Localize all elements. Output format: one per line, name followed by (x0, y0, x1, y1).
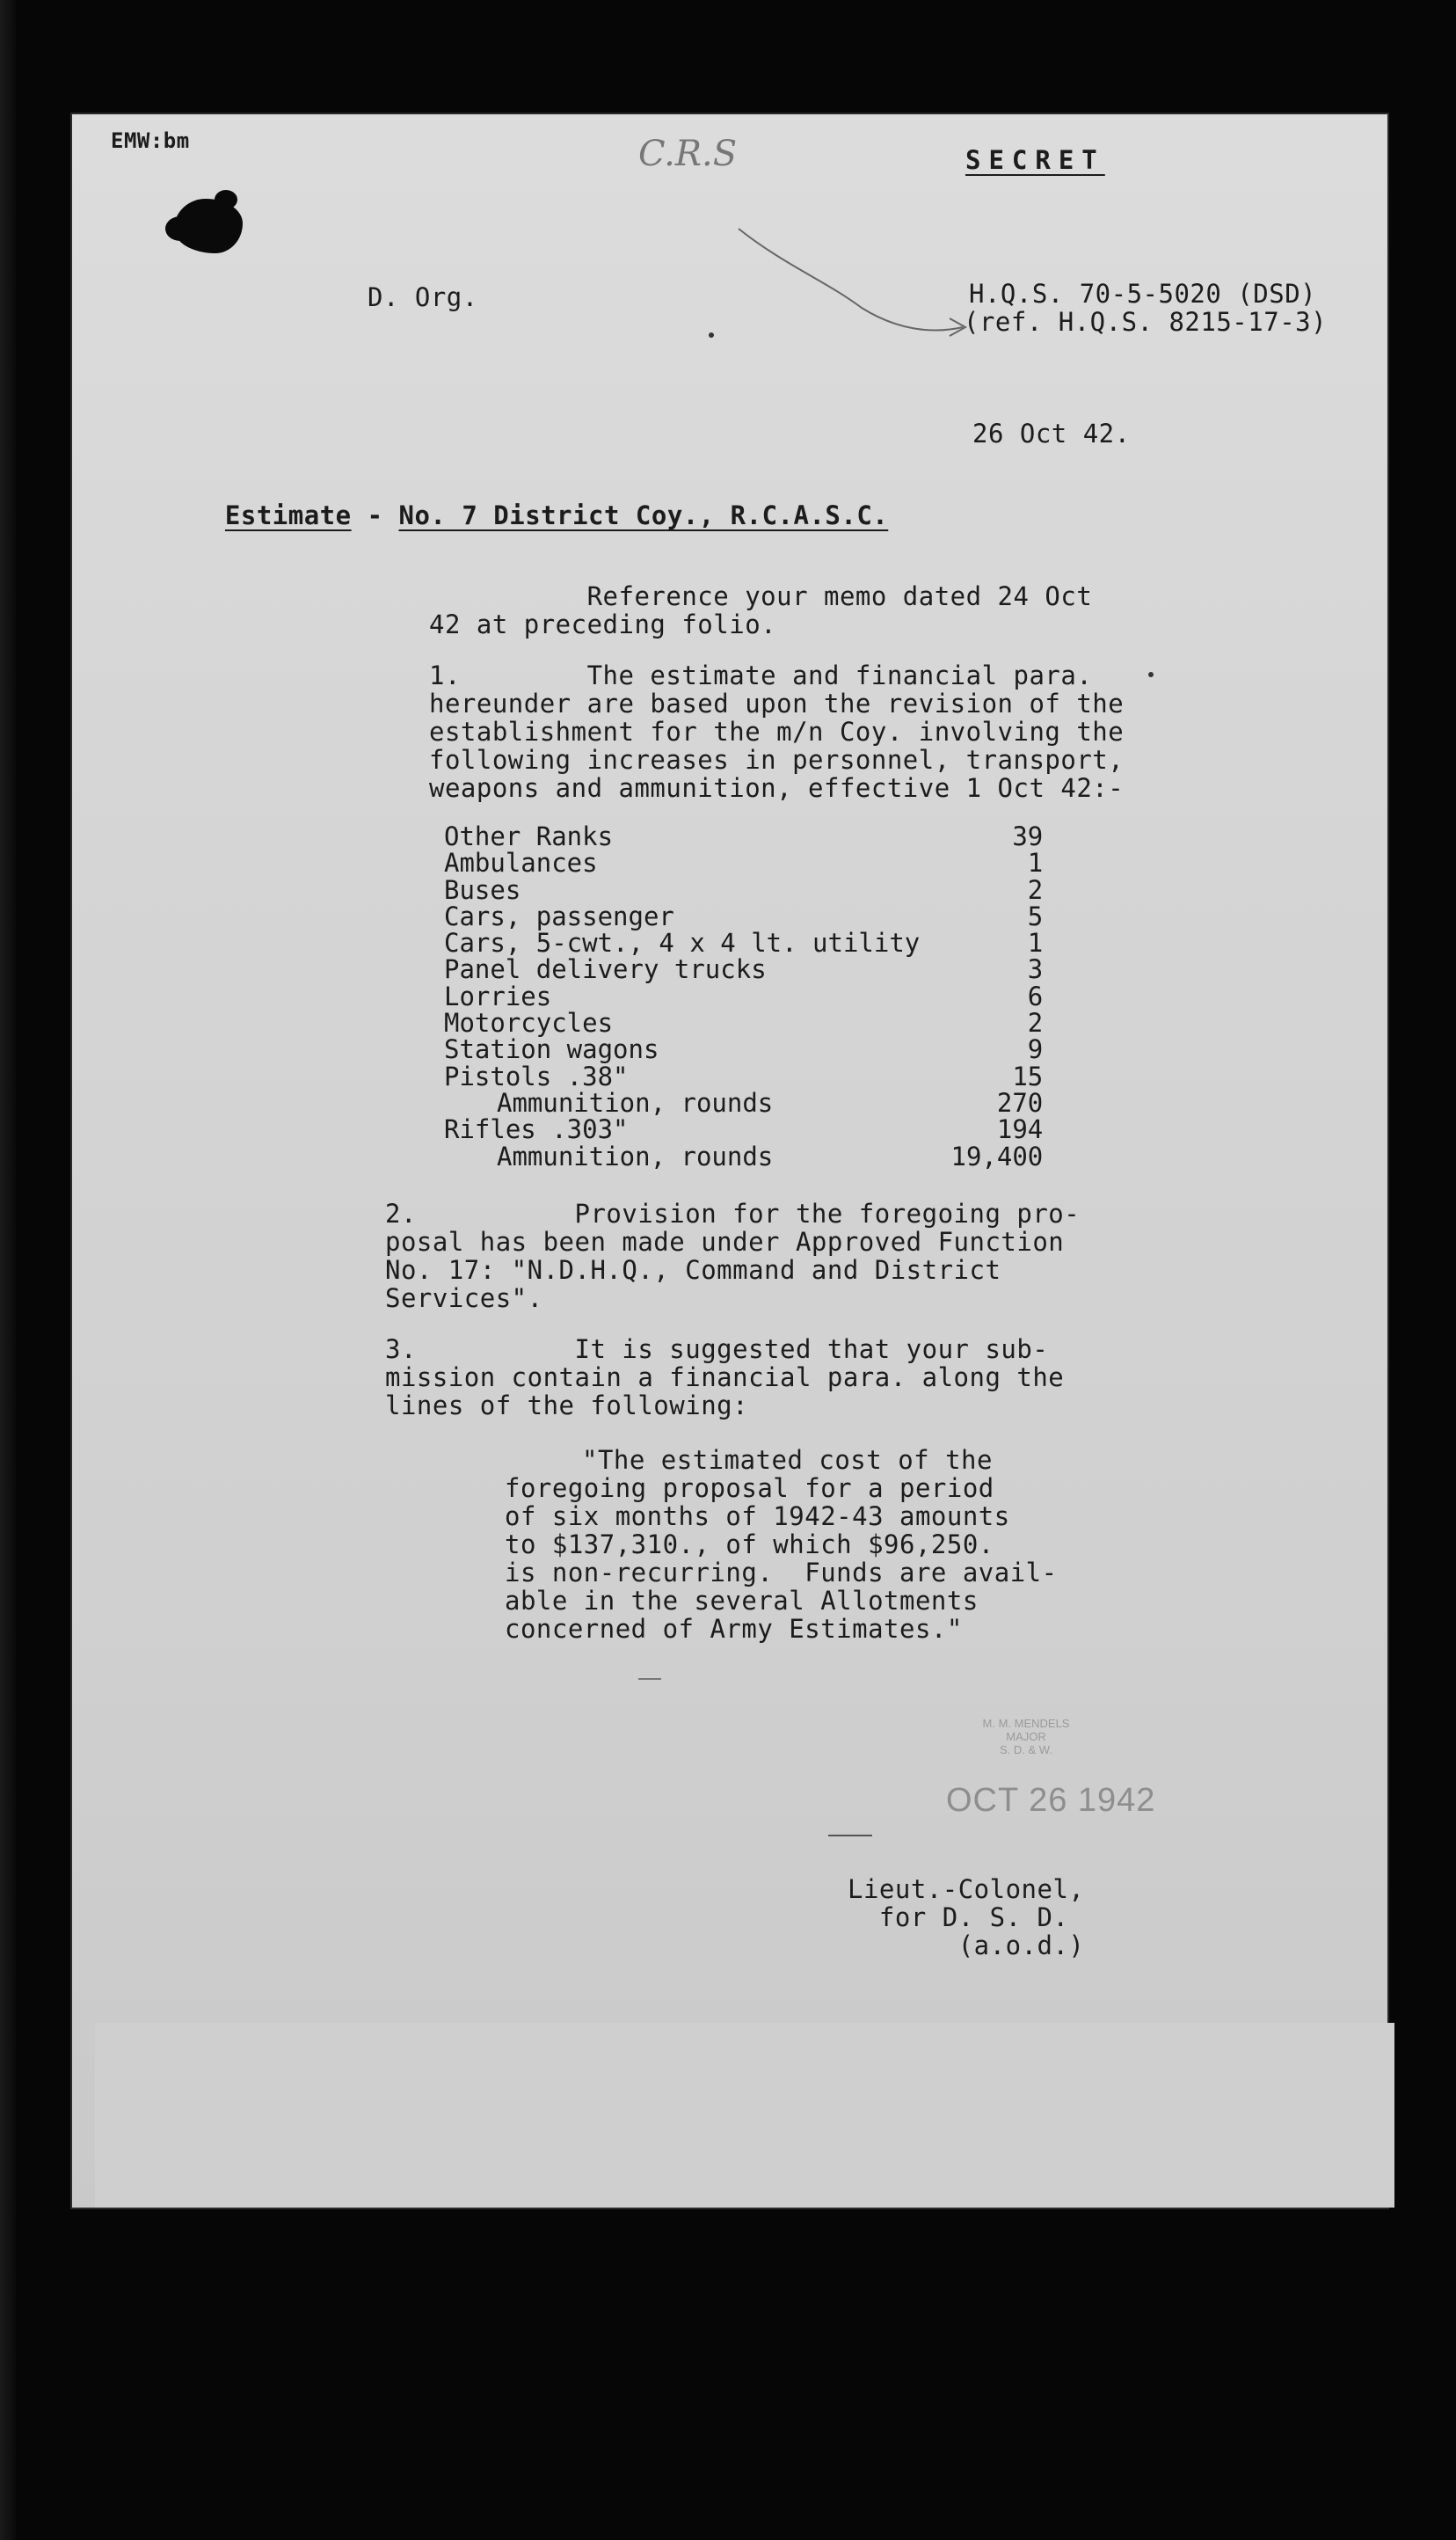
item-quantity: 39 (1012, 821, 1044, 851)
subject-dash: - (367, 500, 383, 530)
item-quantity: 19,400 (950, 1141, 1044, 1171)
item-quantity: 270 (996, 1087, 1044, 1118)
item-label: Buses (444, 874, 521, 905)
film-edge (0, 0, 16, 2540)
table-row (444, 1036, 1043, 1062)
item-quantity: 9 (1027, 1034, 1044, 1065)
increases-table (444, 823, 1043, 1170)
officer-stamp (951, 1717, 1101, 1756)
table-row (444, 1143, 1043, 1170)
item-label: Ammunition, rounds (497, 1087, 774, 1118)
stamp-line-1: M. M. MENDELS (982, 1717, 1070, 1730)
document-page-lower (95, 2023, 1394, 2208)
quote-line-6: able in the several Allotments (505, 1586, 979, 1616)
para1-line-5: weapons and ammunition, effective 1 Oct 42:- (429, 773, 1125, 803)
item-quantity: 194 (996, 1114, 1044, 1145)
item-label: Lorries (444, 981, 552, 1011)
table-row (444, 930, 1043, 956)
intro-line-1: Reference your memo dated 24 Oct (429, 581, 1093, 611)
para3-line-3: lines of the following: (385, 1390, 749, 1420)
item-label: Ammunition, rounds (497, 1141, 774, 1171)
para1-line-4: following increases in personnel, transport, (429, 745, 1125, 775)
quote-line-7: concerned of Army Estimates." (505, 1614, 963, 1644)
short-rule (638, 1678, 661, 1680)
table-row (444, 956, 1043, 982)
item-label: Station wagons (444, 1034, 659, 1065)
handwritten-arrow (730, 211, 976, 352)
item-quantity: 2 (1027, 1008, 1044, 1039)
intro-line-2: 42 at preceding folio. (429, 609, 777, 639)
signature-rule (828, 1835, 872, 1836)
signature-line-1: Lieut.-Colonel, (848, 1874, 1085, 1904)
item-label: Other Ranks (444, 821, 614, 851)
received-date-stamp: OCT 26 1942 (946, 1782, 1156, 1819)
table-row (444, 877, 1043, 903)
increases-table-body (444, 823, 1043, 1170)
subject-line (193, 473, 888, 529)
stamp-line-2: MAJOR (1006, 1730, 1046, 1743)
para3-line-2: mission contain a financial para. along the (385, 1362, 1065, 1392)
item-label: Pistols .38" (444, 1061, 629, 1091)
item-label: Cars, 5-cwt., 4 x 4 lt. utility (444, 928, 921, 959)
addressee: D. Org. (368, 282, 478, 312)
item-quantity: 3 (1027, 954, 1044, 985)
quote-line-5: is non-recurring. Funds are avail- (505, 1558, 1058, 1588)
table-row (444, 823, 1043, 850)
speck (1148, 672, 1154, 677)
quote-line-3: of six months of 1942-43 amounts (505, 1501, 1010, 1531)
reference-note: (ref. H.Q.S. 8215-17-3) (964, 307, 1328, 337)
item-label: Motorcycles (444, 1008, 614, 1039)
item-label: Rifles .303" (444, 1114, 629, 1145)
para1-line-2: hereunder are based upon the revision of the (429, 689, 1125, 719)
table-row (444, 1116, 1043, 1142)
stamp-line-3: S. D. & W. (1000, 1743, 1052, 1756)
para3-line-1: 3. It is suggested that your sub- (385, 1334, 1049, 1364)
signature-line-2: for D. S. D. (848, 1902, 1069, 1932)
table-row (444, 1090, 1043, 1116)
para1-line-3: establishment for the m/n Coy. involving the (429, 717, 1125, 747)
item-quantity: 15 (1012, 1061, 1044, 1091)
subject-prefix: Estimate (224, 500, 352, 530)
initials: EMW:bm (111, 128, 190, 153)
speck (709, 332, 714, 338)
memo-date: 26 Oct 42. (972, 419, 1131, 449)
subject-title: No. 7 District Coy., R.C.A.S.C. (398, 500, 889, 530)
quote-line-2: foregoing proposal for a period (505, 1473, 994, 1503)
table-row (444, 903, 1043, 930)
signature-line-3: (a.o.d.) (848, 1931, 1085, 1960)
item-quantity: 1 (1027, 928, 1044, 959)
classification-label: SECRET (965, 145, 1105, 175)
item-quantity: 5 (1027, 901, 1044, 931)
quote-line-1: "The estimated cost of the (582, 1445, 993, 1475)
quote-line-4: to $137,310., of which $96,250. (505, 1529, 994, 1559)
para1-line-1: 1. The estimate and financial para. (429, 661, 1093, 690)
handwritten-note: C.R.S (638, 134, 738, 174)
ink-blot (174, 199, 243, 253)
table-row (444, 1010, 1043, 1036)
table-row (444, 850, 1043, 876)
table-row (444, 983, 1043, 1010)
item-label: Ambulances (444, 848, 598, 879)
file-reference: H.Q.S. 70-5-5020 (DSD) (969, 279, 1317, 309)
table-row (444, 1063, 1043, 1090)
para2-line-4: Services". (385, 1283, 543, 1313)
para2-line-3: No. 17: "N.D.H.Q., Command and District (385, 1255, 1001, 1285)
item-quantity: 1 (1027, 848, 1044, 879)
item-label: Panel delivery trucks (444, 954, 767, 985)
item-quantity: 2 (1027, 874, 1044, 905)
para2-line-1: 2. Provision for the foregoing pro- (385, 1199, 1081, 1229)
para2-line-2: posal has been made under Approved Function (385, 1227, 1065, 1257)
item-quantity: 6 (1027, 981, 1044, 1011)
item-label: Cars, passenger (444, 901, 674, 931)
